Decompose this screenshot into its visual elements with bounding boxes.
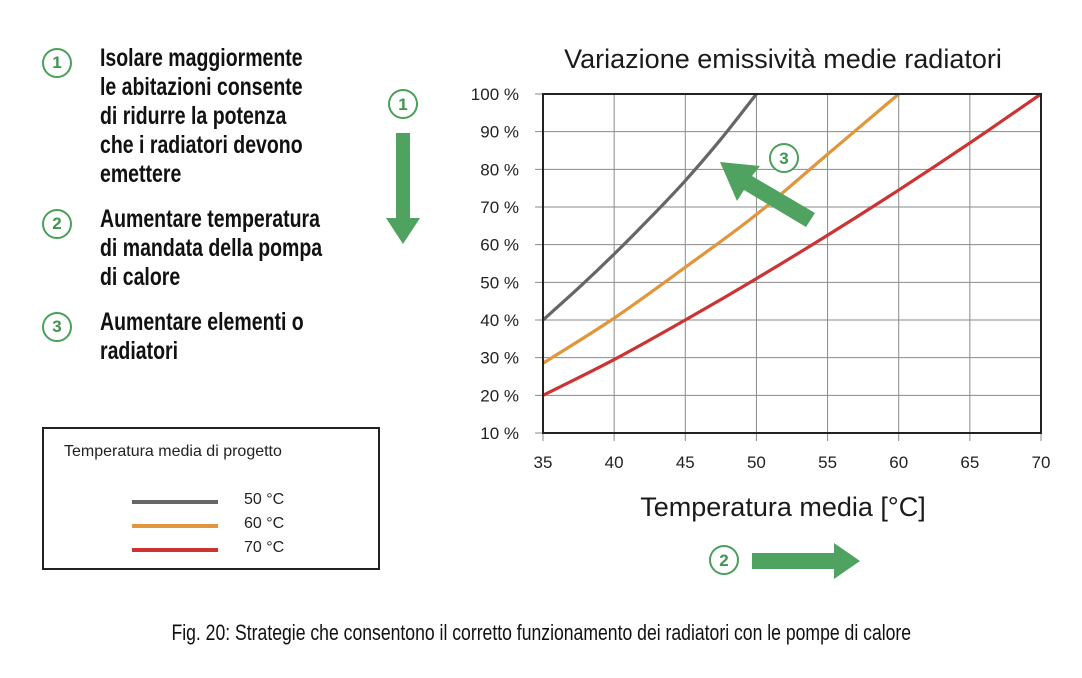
arrow-diagonal-number: 3 <box>779 149 789 168</box>
series-line-60 <box>543 94 899 363</box>
chart-ticks <box>471 85 1051 472</box>
arrow-diagonal-icon <box>720 144 815 227</box>
y-tick-label: 40 % <box>480 311 519 330</box>
y-tick-label: 100 % <box>470 85 519 104</box>
strategy-number: 2 <box>42 209 72 239</box>
x-tick-label: 65 <box>960 453 980 472</box>
arrow-right-number: 2 <box>719 551 729 570</box>
legend-label: 50 °C <box>244 491 285 508</box>
x-tick-label: 50 <box>746 453 766 472</box>
strategy-number: 3 <box>42 312 72 342</box>
arrow-down-icon <box>386 90 420 244</box>
y-tick-label: 90 % <box>480 122 519 142</box>
legend-title: Temperatura media di progetto <box>64 443 282 460</box>
legend-label: 60 °C <box>244 515 285 532</box>
x-tick-label: 45 <box>675 453 695 472</box>
x-tick-label: 55 <box>818 453 838 472</box>
y-tick-label: 50 % <box>480 273 519 293</box>
legend-label: 70 °C <box>244 539 285 556</box>
y-tick-label: 70 % <box>480 198 519 217</box>
arrow-right-icon <box>710 543 860 579</box>
x-axis-label: Temperatura media [°C] <box>640 492 926 522</box>
caption-text: Fig. 20: Strategie che consentono il corretto funzionamento dei radiatori con le pompe di calore <box>171 620 911 645</box>
y-tick-label: 20 % <box>480 386 519 406</box>
y-tick-label: 30 % <box>480 348 519 368</box>
strategy-number: 1 <box>42 48 72 78</box>
strategy-text: Aumentare temperatura di mandata della pompa di calore <box>100 205 323 291</box>
strategy-text: Isolare maggiormente le abitazioni consente di ridurre la potenza che i radiatori devono emettere <box>100 44 303 188</box>
x-tick-label: 60 <box>889 453 909 472</box>
arrow-down-number: 1 <box>398 95 408 114</box>
chart-title: Variazione emissività medie radiatori <box>564 44 1002 74</box>
y-tick-label: 60 % <box>480 235 519 255</box>
y-tick-label: 80 % <box>480 160 519 180</box>
strategy-text: Aumentare elementi o radiatori <box>100 308 304 365</box>
y-tick-label: 10 % <box>480 424 519 443</box>
x-tick-label: 70 <box>1031 453 1051 472</box>
x-tick-label: 40 <box>604 453 624 472</box>
figure-caption <box>0 620 1082 646</box>
x-tick-label: 35 <box>533 453 553 472</box>
